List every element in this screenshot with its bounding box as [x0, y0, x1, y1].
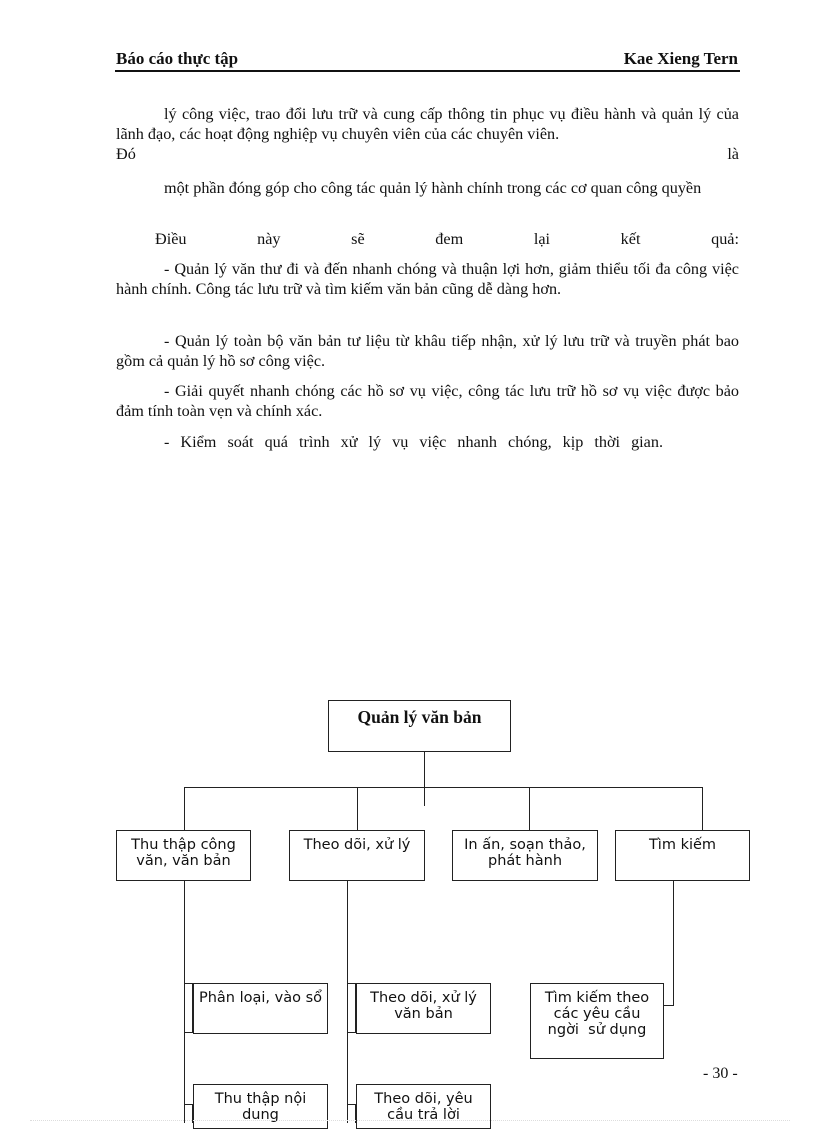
paragraph-3-word: sẽ: [351, 230, 365, 248]
page-number: - 30 -: [703, 1065, 738, 1082]
box-search: Tìm kiếm: [615, 830, 750, 881]
paragraph-1: [116, 104, 739, 164]
root-connector: [424, 751, 425, 806]
paragraph-3-word: lại: [533, 230, 551, 248]
box-search-by-user-requests: Tìm kiếm theo các yêu cầu ngời sử dụng: [530, 983, 664, 1059]
spine-col4: [673, 880, 674, 1006]
paragraph-3-word: kết: [620, 230, 641, 248]
paragraph-1-last-line: [116, 144, 739, 164]
paragraph-3-word: đem: [435, 230, 464, 248]
box-track-reply-requests: Theo dõi, yêu cầu trả lời: [356, 1084, 491, 1129]
box-collect-content: Thu thập nội dung: [193, 1084, 328, 1129]
spine-col1: [184, 880, 185, 1123]
paragraph-2: một phần đóng góp cho công tác quản lý hành chính trong các cơ quan công quyền: [164, 179, 702, 197]
paragraph-1-last-left: Đó: [116, 145, 136, 163]
drop-col3: [529, 787, 530, 830]
box-collect-documents: Thu thập công văn, văn bản: [116, 830, 251, 881]
box-track-process: Theo dõi, xử lý: [289, 830, 425, 881]
paragraph-3-word: Điều: [155, 230, 187, 248]
paragraph-3-word: này: [257, 230, 281, 248]
paragraph-5: - Quản lý toàn bộ văn bản tư liệu từ khâu tiếp nhận, xử lý lưu trữ và truyền phát bao gồm cả quản lý hồ sơ công việc.: [116, 332, 739, 370]
paragraph-6: - Giải quyết nhanh chóng các hồ sơ vụ việc, công tác lưu trữ hồ sơ vụ việc được bảo đảm tính toàn vẹn và chính xác.: [116, 382, 739, 420]
level1-bus: [184, 787, 703, 788]
paragraph-1-last-right: là: [727, 145, 739, 163]
paragraph-3: [155, 229, 739, 249]
drop-col4: [702, 787, 703, 830]
drop-col2: [357, 787, 358, 830]
drop-col1: [184, 787, 185, 830]
header-left-title: Báo cáo thực tập: [116, 49, 239, 68]
header-rule: [115, 70, 740, 72]
spine-col2: [347, 880, 348, 1123]
branch-col4: [664, 1005, 674, 1006]
paragraph-3-word: quả:: [711, 230, 739, 248]
box-track-process-documents: Theo dõi, xử lý văn bản: [356, 983, 491, 1034]
paragraph-7: - Kiểm soát quá trình xử lý vụ việc nhanh chóng, kịp thời gian.: [164, 433, 664, 451]
box-print-compose-publish: In ấn, soạn thảo, phát hành: [452, 830, 598, 881]
page-bottom-rule: [30, 1120, 790, 1121]
paragraph-1-text: lý công việc, trao đổi lưu trữ và cung cấp thông tin phục vụ điều hành và quản lý của lãnh đạo, các hoạt động nghiệp vụ chuyên viên của các chuyên viên.: [116, 105, 739, 143]
header-author: Kae Xieng Tern: [623, 49, 738, 68]
paragraph-4: - Quản lý văn thư đi và đến nhanh chóng và thuận lợi hơn, giảm thiểu tối đa công việc hành chính. Công tác lưu trữ và tìm kiếm văn bản cũng dễ dàng hơn.: [116, 260, 739, 298]
root-box: Quản lý văn bản: [328, 700, 511, 752]
box-classify-register: Phân loại, vào sổ: [193, 983, 328, 1034]
